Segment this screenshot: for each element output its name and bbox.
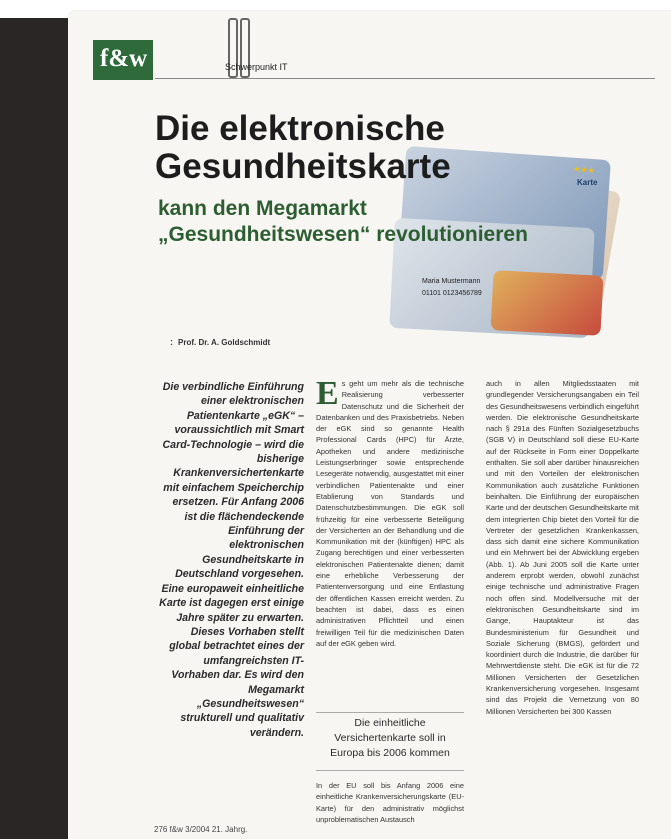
body-column-1-continued: In der EU soll bis Anfang 2006 eine einheitliche Krankenversicherungskarte (EU-Karte) für den administrativ möglichst unproblematischen Austausch [316,781,464,824]
card-image [491,270,604,336]
pullquote-divider [316,712,464,713]
drop-cap: E [316,375,339,412]
page-footer: 276 f&w 3/2004 21. Jahrg. [154,825,248,834]
author-name: Prof. Dr. A. Goldschmidt [178,338,271,347]
subtitle-line: „Gesundheitswesen“ revolutionieren [158,223,528,246]
body-text: s geht um mehr als die technische Realisierung verbesserter Datenschutz und die Sicherheit der Datenbanken und des Praxisbetriebs. Neben der eGK sind so genannte Health Professional Cards (HPC) für Ärzte, Apotheken und andere medizinische Leistungserbringer sowie entsprechende Lesegeräte notwendig, ausgestattet mit einer verbindlichen Patientenakte und einer Etablierung von Standards und Datenschutzbestimmungen. Die eGK soll frühzeitig für eine verbesserte Beteiligung der Versicherten an der Behandlung und die Kommunikation mit der (künftigen) HPC als Zugang berechtigen und einer verbesserten elektronischen Patientenakte dienen; damit eine erhebliche Verbesserung der Patientenversorgung und eine Entlastung der öffentlichen Kassen erreicht werden. Zu beachten ist dabei, dass es einen administrativen Pflichtteil und einen freiwilligen Teil für die medizinischen Daten auf der eGK geben wird. [316,379,464,648]
body-column-1 [316,375,464,649]
header-divider [155,78,655,79]
article-subtitle [158,196,528,248]
body-column-2: auch in allen Mitgliedsstaaten mit grundlegender Versicherungsangaben ein Teil des Gesundheitswesens verbindlich eingeführt werden. Die elektronische Gesundheitskarte nach § 291a des Fünften Sozialgesetzbuchs (SGB V) in Deutschland soll diese EU-Karte auf der Rückseite in Form einer Doppelkarte enthalten. Sie soll aber darüber hinausreichen und mit den Vorteilen der elektronischen Kommunikation auch zusätzliche Funktionen beinhalten. Die Einführung der europäischen Karte und der deutschen Gesundheitskarte mit dem integrierten Chip bietet den Vorteil für die Vertreter der gesetzlichen Krankenkassen, dass sich damit eine sichere Kommunikation und ein Mehrwert bei der Abwicklung ergeben (Abb. 1). Ab Juni 2005 soll die Karte unter anderem erprobt werden, obwohl zunächst einige technische und administrative Fragen noch offen sind. Modellversuche mit der elektronischen Gesundheitskarte sind im Gange, Hauptakteur ist das Bundesministerium für Gesundheit und Soziale Sicherung (BMGS), gefördert und koordiniert durch die Industrie, die darüber für Mehrwertdienste steht. Die eGK ist für die 72 Millionen Versicherten der Gesetzlichen Krankenversicherung vorgesehen. Insgesamt sind das Projekt die Vernetzung von 80 Millionen Versicherten bei 300 Kassen [486,379,639,716]
card-label: Karte [577,178,598,187]
subtitle-line: kann den Megamarkt [158,197,367,220]
card-number: 01101 0123456789 [422,290,482,297]
pullquote: Die einheitliche Versichertenkarte soll in Europa bis 2006 kommen [330,717,450,759]
eu-stars-icon: ★★★ [572,164,596,176]
author-marker: : [170,337,173,347]
section-label: Schwerpunkt IT [225,62,288,72]
card-holder-name: Maria Mustermann [422,278,481,285]
article-title: Die elektronische Gesundheitskarte [155,109,451,186]
pullquote-divider [316,770,464,771]
lead-paragraph: Die verbindliche Einführung einer elektronischen Patientenkarte „eGK“ – voraussichtlich mit Smart Card-Technologie – wird die bisherige Krankenversichertenkarte mit einfachem Speicherchip ersetzen. Für Anfang 2006 ist die flächendeckende Einführung der elektronischen Gesundheitskarte in Deutschland vorgesehen. Eine europaweit einheitliche Karte ist dagegen erst einige Jahre später zu erwarten. Dieses Vorhaben stellt global betrachtet eines der umfangreichsten IT-Vorhaben dar. Es wird den Megamarkt „Gesundheitswesen“ strukturell und qualitativ verändern. [159,381,304,739]
magazine-logo: f&w [93,40,153,80]
